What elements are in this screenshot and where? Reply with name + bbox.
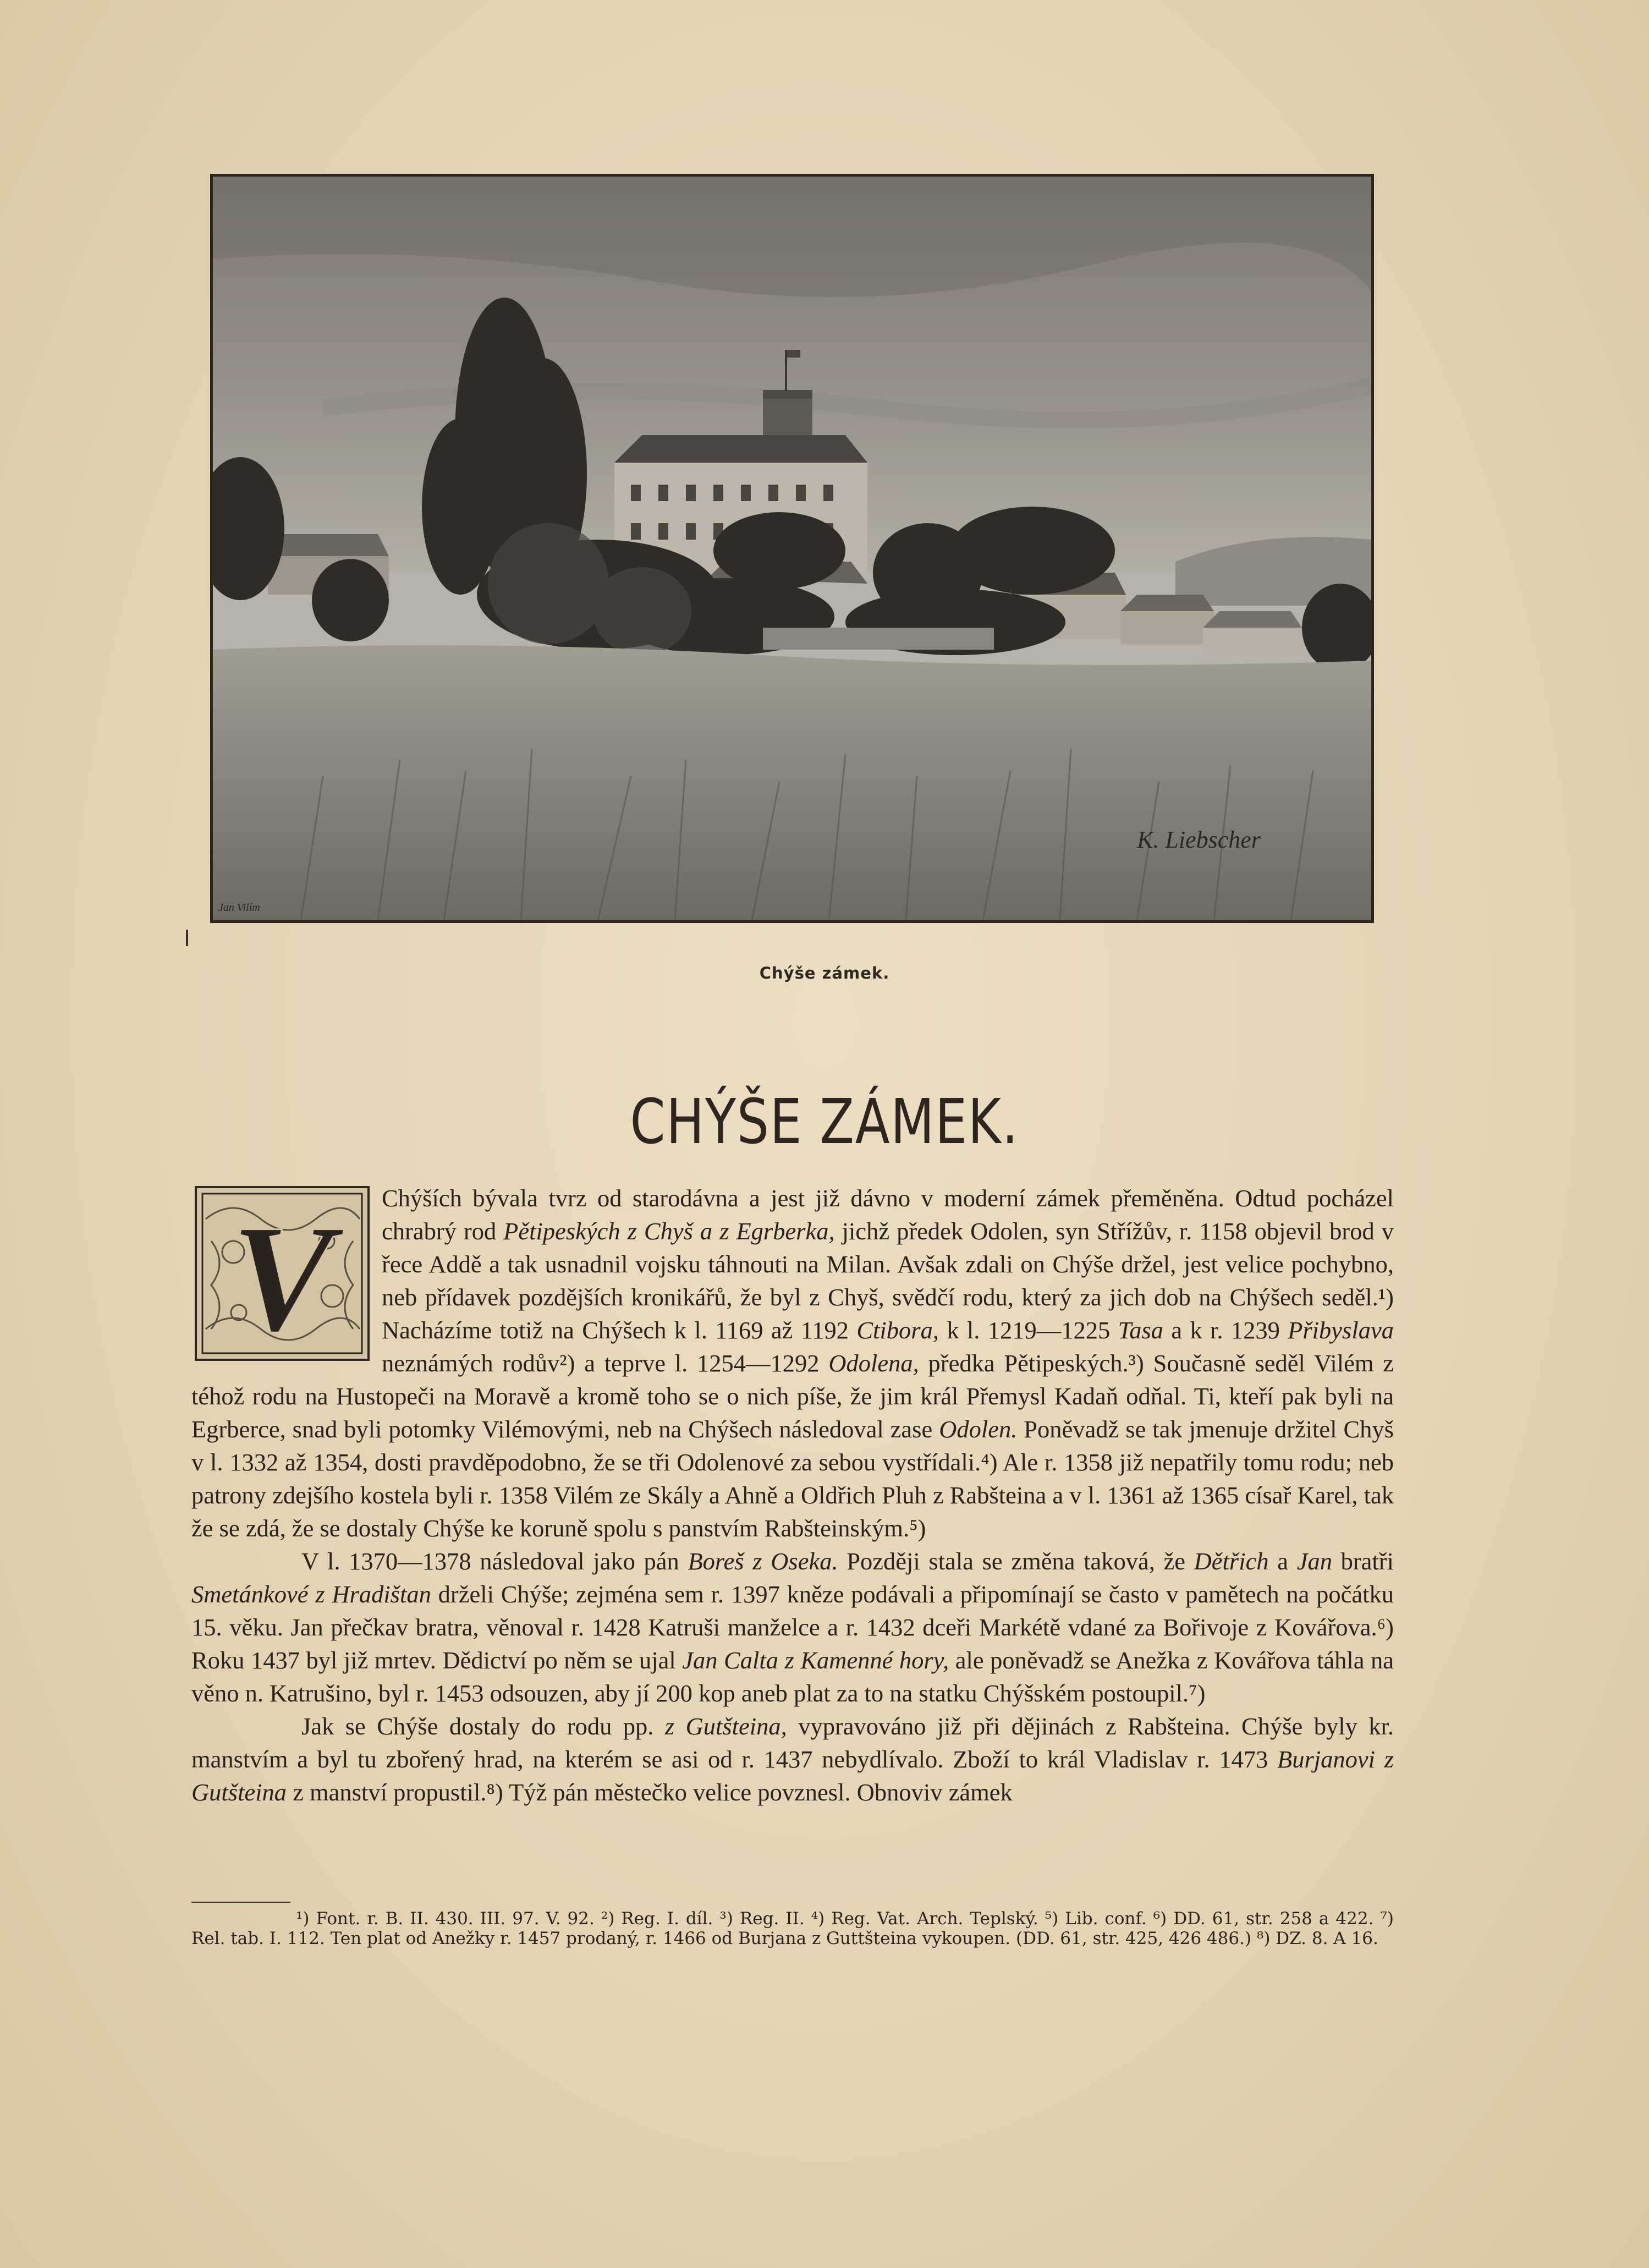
italic-name: Smetánkové z Hradištan: [191, 1580, 431, 1608]
engraver-signature: Jan Vilím: [218, 902, 260, 914]
footnote-rule: [191, 1902, 290, 1903]
text-run: drželi Chýše; zejména sem r. 1397 kněze podávali a připomínají se často v pamětech na počátku 15. věku. Jan přečkav bratra, věnoval r. 1428 Katruši manželce a r. 1432 dceři Markétě vdané za Bořivoje z Kovářova.⁶) Roku 1437 byl již mrtev. Dědictví po něm se ujal: [191, 1580, 1394, 1674]
italic-name: Jan: [1296, 1547, 1332, 1575]
italic-name: Odolena,: [828, 1349, 919, 1377]
artist-signature: K. Liebscher: [1137, 826, 1261, 853]
drop-cap-ornament: [195, 1186, 370, 1361]
text-run: neznámých rodův²) a teprve l. 1254—1292: [382, 1349, 829, 1377]
italic-name: Odolen.: [939, 1415, 1018, 1443]
italic-name: Tasa: [1118, 1316, 1164, 1344]
engraving-chyse-castle: [210, 174, 1374, 923]
footnotes: ¹) Font. r. B. II. 430. III. 97. V. 92. ²) Reg. I. díl. ³) Reg. II. ⁴) Reg. Vat. Arch. Teplský. ⁵) Lib. conf. ⁶) DD. 61, str. 258 a 422. ⁷) Rel. tab. I. 112. Ten plat od Anežky r. 1457 prodaný, r. 1466 od Burjana z Guttšteina vykoupen. (DD. 61, str. 425, 426 486.) ⁸) DZ. 8. A 16.: [191, 1909, 1394, 1948]
text-run: a k r. 1239: [1163, 1316, 1288, 1344]
paragraph-1: [191, 1182, 1394, 1545]
text-run: jichž předek Odolen, syn Střížův, r. 1158 objevil brod v řece Addě a tak usnadnil vojsku táhnouti na Milan. Avšak zdali on Chýše držel, jest velice pochybno, neb přídavek pozdějších kronikářů, že byl z Chyš, svědčí rodu, který za jich dob na Chýšech seděl.¹) Nacházíme totiž na Chýšech k l. 1169 až 1192: [382, 1217, 1394, 1344]
figure-caption: Chýše zámek.: [759, 964, 890, 982]
text-run: Jak se Chýše dostaly do rodu pp.: [301, 1712, 665, 1740]
italic-name: Pětipeských z Chyš a z Egrberka,: [503, 1217, 835, 1245]
text-run: vypravováno již při dějinách z Rabšteina. Chýše byly kr. manstvím a byl tu zbořený hrad, na kterém se asi od r. 1437 nebydlívalo. Zboží to král Vladislav r. 1473: [191, 1712, 1394, 1773]
text-run: předka Pětipeských.³) Současně seděl Vilém z téhož rodu na Hustopeči na Moravě a kromě toho se o nich píše, že jim král Přemysl Kadaň odňal. Ti, kteří pak byli na Egrberce, snad byli potomky Vilémovými, neb na Chýšech následoval zase: [191, 1349, 1394, 1443]
text-run: Chýších bývala tvrz od starodávna a jest již dávno v moderní zámek přeměněna. Odtud pocházel chrabrý rod: [382, 1184, 1394, 1245]
text-run: bratři: [1332, 1547, 1394, 1575]
text-run: V l. 1370—1378 následoval jako pán: [301, 1547, 688, 1575]
paragraph-2: [191, 1545, 1394, 1710]
text-run: k l. 1219—1225: [938, 1316, 1118, 1344]
italic-name: Jan Calta z Kamenné hory,: [682, 1646, 949, 1674]
text-run: a: [1268, 1547, 1297, 1575]
italic-name: Ctibora,: [856, 1316, 939, 1344]
text-run: Později stala se změna taková, že: [838, 1547, 1194, 1575]
italic-name: Přibyslava: [1288, 1316, 1394, 1344]
italic-name: z Gutšteina,: [664, 1712, 787, 1740]
landscape-illustration: [213, 177, 1371, 920]
body-text: [191, 1182, 1394, 1809]
drop-cap-letter: V: [230, 1193, 334, 1361]
page-title: CHÝŠE ZÁMEK.: [630, 1086, 1019, 1158]
text-run: Poněvadž se tak jmenuje držitel Chyš v l. 1332 až 1354, dosti pravděpodobno, že se tři Odolenové za sebou vystřídali.⁴) Ale r. 1358 již nepatřily tomu rodu; neb patrony zdejšího kostela byli r. 1358 Vilém ze Skály a Ahně a Oldřich Pluh z Rabšteina a v l. 1361 až 1365 císař Karel, tak že se zdá, že se dostaly Chýše ke koruně spolu s panstvím Rabšteinským.⁵): [191, 1415, 1394, 1542]
paragraph-3: [191, 1710, 1394, 1809]
italic-name: Dětřich: [1194, 1547, 1269, 1575]
text-run: ale poněvadž se Anežka z Kovářova táhla na věno n. Katrušino, byl r. 1453 odsouzen, aby jí 200 kop aneb plat za to na statku Chýšském postoupil.⁷): [191, 1646, 1394, 1707]
italic-name: Burjanovi z Gutšteina: [191, 1745, 1394, 1806]
italic-name: Boreš z Oseka.: [688, 1547, 838, 1575]
margin-mark: [186, 930, 188, 946]
text-run: z manství propustil.⁸) Týž pán městečko velice povznesl. Obnoviv zámek: [287, 1778, 1013, 1806]
